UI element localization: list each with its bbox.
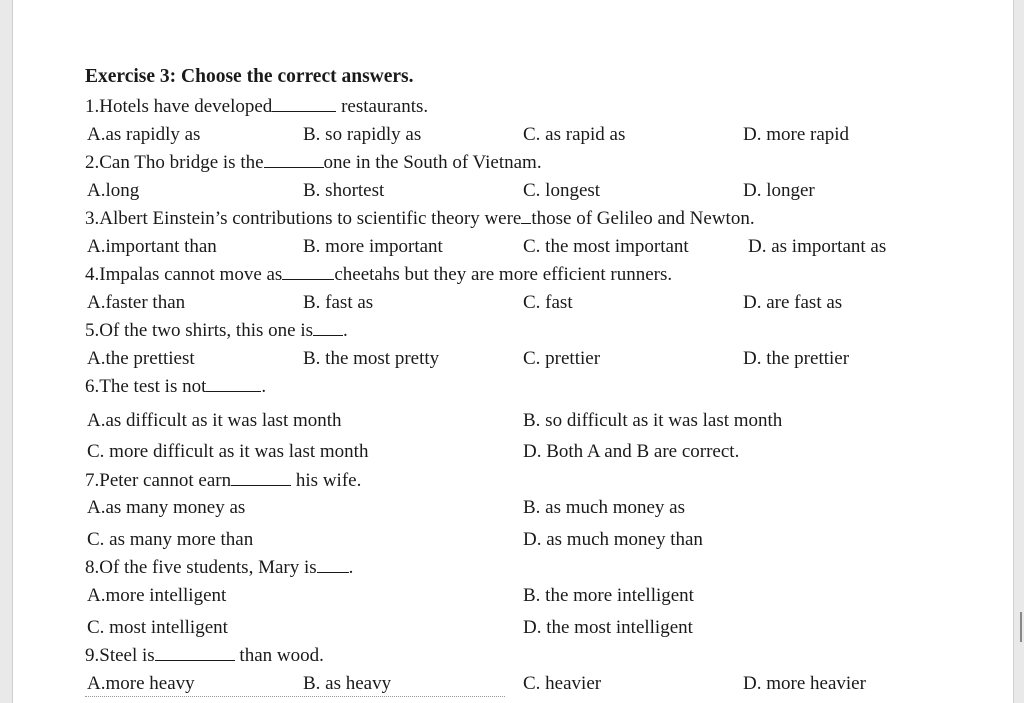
option-d[interactable]: D. the prettier <box>743 348 850 369</box>
question-7: 7.Peter cannot earn his wife. <box>85 470 362 491</box>
answer-blank <box>317 558 349 573</box>
answer-blank <box>521 209 531 224</box>
option-b[interactable]: B. the more intelligent <box>523 585 694 606</box>
answer-blank <box>313 321 343 336</box>
answer-blank <box>206 377 261 392</box>
option-b[interactable]: B. so difficult as it was last month <box>523 410 783 431</box>
exercise-title: Exercise 3: Choose the correct answers. <box>85 66 414 87</box>
question-1: 1.Hotels have developed restaurants. <box>85 96 429 117</box>
option-a[interactable]: A.as difficult as it was last month <box>87 410 342 431</box>
question-6: 6.The test is not . <box>85 376 267 397</box>
option-a[interactable]: A.more heavy <box>87 673 195 694</box>
option-d[interactable]: D. as important as <box>748 236 887 257</box>
option-b[interactable]: B. as much money as <box>523 497 686 518</box>
option-a[interactable]: A.more intelligent <box>87 585 227 606</box>
option-c[interactable]: C. longest <box>523 180 601 201</box>
option-a[interactable]: A.long <box>87 180 140 201</box>
option-b[interactable]: B. fast as <box>303 292 374 313</box>
option-b[interactable]: B. the most pretty <box>303 348 440 369</box>
option-a[interactable]: A.the prettiest <box>87 348 195 369</box>
option-c[interactable]: C. heavier <box>523 673 602 694</box>
option-d[interactable]: D. the most intelligent <box>523 617 693 638</box>
question-5: 5.Of the two shirts, this one is . <box>85 320 348 341</box>
answer-blank <box>155 646 235 661</box>
question-2: 2.Can Tho bridge is the one in the South of Vietnam. <box>85 152 542 173</box>
option-b[interactable]: B. shortest <box>303 180 385 201</box>
option-b[interactable]: B. as heavy <box>303 673 392 694</box>
answer-blank <box>272 97 336 112</box>
worksheet-page <box>12 0 1014 703</box>
answer-blank <box>282 265 334 280</box>
question-8: 8.Of the five students, Mary is . <box>85 557 354 578</box>
option-d[interactable]: D. Both A and B are correct. <box>523 441 740 462</box>
option-d[interactable]: D. more heavier <box>743 673 866 694</box>
option-c[interactable]: C. as rapid as <box>523 124 626 145</box>
answer-blank <box>264 153 324 168</box>
option-b[interactable]: B. more important <box>303 236 443 257</box>
answer-blank <box>231 471 291 486</box>
question-3: 3.Albert Einstein’s contributions to scientific theory were those of Gelileo and Newton. <box>85 208 755 229</box>
option-c[interactable]: C. fast <box>523 292 573 313</box>
option-b[interactable]: B. so rapidly as <box>303 124 422 145</box>
option-a[interactable]: A.as many money as <box>87 497 246 518</box>
question-9: 9.Steel is than wood. <box>85 645 324 666</box>
option-a[interactable]: A.faster than <box>87 292 186 313</box>
option-c[interactable]: C. more difficult as it was last month <box>87 441 369 462</box>
option-d[interactable]: D. more rapid <box>743 124 850 145</box>
option-c[interactable]: C. the most important <box>523 236 689 257</box>
option-a[interactable]: A.as rapidly as <box>87 124 201 145</box>
option-c[interactable]: C. most intelligent <box>87 617 228 638</box>
option-c[interactable]: C. as many more than <box>87 529 254 550</box>
option-c[interactable]: C. prettier <box>523 348 601 369</box>
cutoff-next-line <box>85 696 505 703</box>
option-a[interactable]: A.important than <box>87 236 217 257</box>
option-d[interactable]: D. are fast as <box>743 292 843 313</box>
option-d[interactable]: D. longer <box>743 180 815 201</box>
option-d[interactable]: D. as much money than <box>523 529 703 550</box>
scroll-edge-mark <box>1020 612 1022 642</box>
question-4: 4.Impalas cannot move as cheetahs but they are more efficient runners. <box>85 264 673 285</box>
